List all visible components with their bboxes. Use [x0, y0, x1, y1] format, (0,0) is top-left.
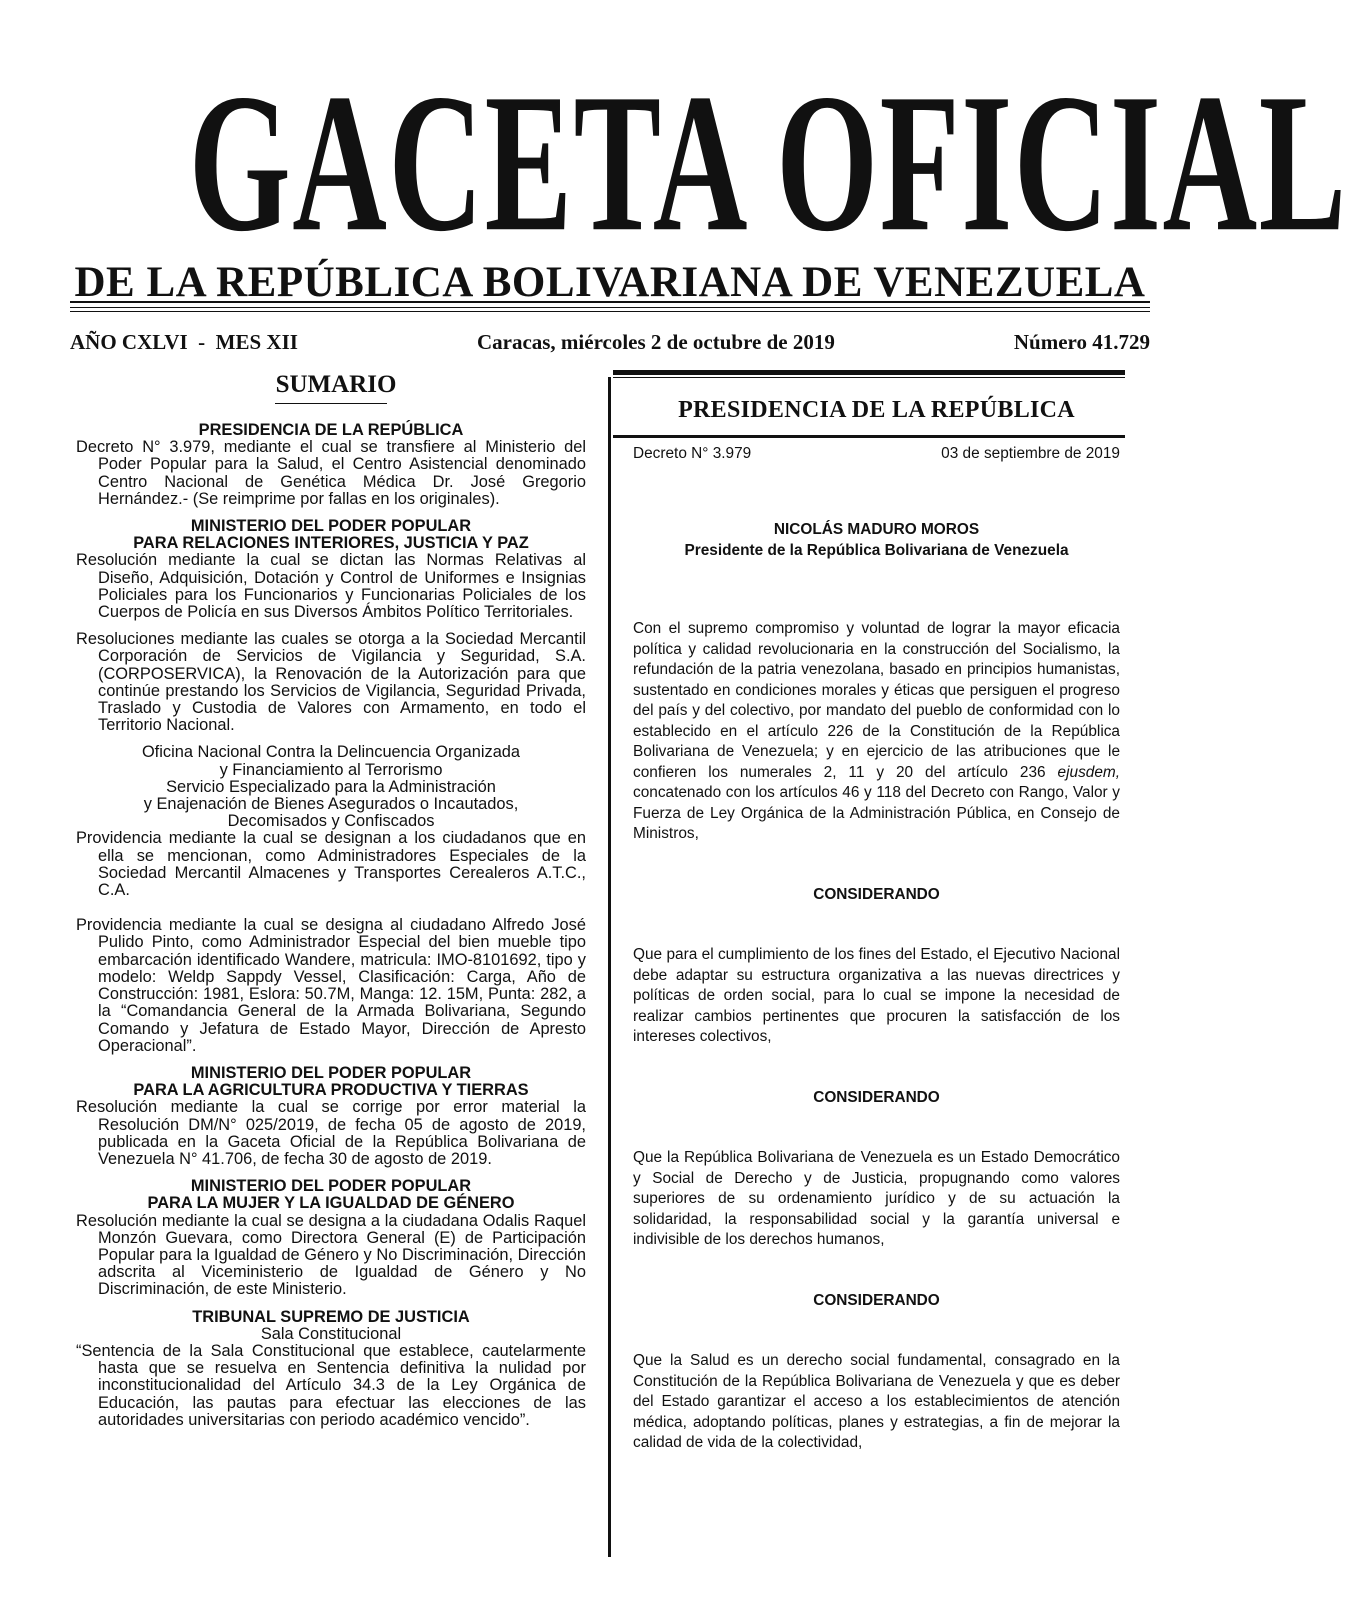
sumario-title: SUMARIO — [275, 371, 397, 398]
considerando-text: Que para el cumplimiento de los fines del Estado, el Ejecutivo Nacional debe adaptar su estructura organizativa a las nuevas directrices y políticas de orden social, para lo cual se impone la necesidad de realizar cambios pertinentes que procuren la satisfacción de los intereses colectivos, — [633, 946, 1120, 1045]
column-top-rule — [613, 370, 1125, 375]
masthead-title: GACETA OFICIAL — [188, 53, 1348, 273]
sumario-entry: Resolución mediante la cual se designa a la ciudadana Odalis Raquel Monzón Guevara, como Directora General (E) de Participación Popular para la Igualdad de Género y No Discriminación, Dirección adscrita al Viceministerio de Igualdad de Género y No Discriminación, de este Ministerio. — [76, 1211, 586, 1299]
sumario-entry: “Sentencia de la Sala Constitucional que establece, cautelarmente hasta que se resuelva en Sentencia definitiva la nulidad por inconstitucionalidad del Artículo 34.3 de la Ley Orgánica de Educación, las pautas para efectuar las elecciones de las autoridades universitarias con periodo académico vencido”. — [76, 1341, 586, 1429]
decree-heading-rule — [613, 435, 1125, 438]
section-heading: PRESIDENCIA DE LA REPÚBLICA — [198, 421, 464, 439]
section-heading: TRIBUNAL SUPREMO DE JUSTICIA — [192, 1307, 470, 1326]
sumario-entry: Resolución mediante la cual se dictan las Normas Relativas al Diseño, Adquisición, Dotación y Control de Uniformes e Insignias Policiales para los Funcionarios y Funcionarias Policiales de los Cuerpos de Policía en sus Diversos Ámbitos Político Territoriales. — [76, 551, 586, 622]
dateline — [70, 330, 1150, 355]
issue-year-month: AÑO CXLVI - MES XII — [70, 330, 298, 354]
decree-number: Decreto N° 3.979 — [633, 444, 752, 462]
section-heading: PARA LA MUJER Y LA IGUALDAD DE GÉNERO — [147, 1194, 515, 1213]
considerando-text: Que la República Bolivariana de Venezuela es un Estado Democrático y Social de Derecho y de Justicia, propugnando como valores superiores de su ordenamiento jurídico y de su actuación la solidaridad, la responsabilidad social y la garantía universal e indivisible de los derechos humanos, — [633, 1149, 1120, 1248]
section-subheading: Sala Constitucional — [260, 1324, 402, 1343]
office-name: Oficina Nacional Contra la Delincuencia Organizada — [141, 743, 521, 762]
column-divider — [608, 377, 611, 1557]
column-top-rule-thin — [613, 377, 1125, 378]
section-heading: MINISTERIO DEL PODER POPULAR — [190, 1063, 472, 1082]
office-name: y Enajenación de Bienes Asegurados o Incautados, — [143, 795, 519, 814]
issue-number: Número 41.729 — [1013, 330, 1150, 354]
header-rule — [70, 301, 1150, 308]
sumario-entry: Decreto N° 3.979, mediante el cual se transfiere al Ministerio del Poder Popular para la Salud, el Centro Asistencial denominado Centro Nacional de Genética Médica Dr. José Gregorio Hernández.- (Se reimprime por fallas en los originales). — [76, 438, 586, 508]
decree-row — [633, 444, 1120, 465]
president-title: Presidente de la República Bolivariana de Venezuela — [684, 541, 1069, 559]
preamble-part: Con el supremo compromiso y voluntad de lograr la mayor eficacia política y calidad revolucionaria en la construcción del Socialismo, la refundación de la patria venezolana, basado en principios humanistas, sustentado en condiciones morales y éticas que persiguen el progreso del país y del colectivo, por mandato del pueblo de conformidad con lo establecido en el artículo 226 de la Constitución de la República Bolivariana de Venezuela; y en ejercicio de las atribuciones que le confieren los numerales 2, 11 y 20 del artículo 236 — [633, 620, 1120, 781]
office-name: Servicio Especializado para la Administración — [166, 777, 496, 796]
considerando-label: CONSIDERANDO — [813, 1088, 940, 1106]
decree-heading: PRESIDENCIA DE LA REPÚBLICA — [678, 397, 1075, 423]
sumario-entry: Resolución mediante la cual se corrige por error material la Resolución DM/N° 025/2019, de fecha 05 de agosto de 2019, publicada en la Gaceta Oficial de la República Bolivariana de Venezuela N° 41.706, de fecha 30 de agosto de 2019. — [76, 1098, 586, 1168]
section-heading: MINISTERIO DEL PODER POPULAR — [190, 517, 472, 536]
preamble-italic: ejusdem, — [1057, 763, 1120, 781]
sumario-column — [76, 372, 586, 1429]
issue-place-date: Caracas, miércoles 2 de octubre de 2019 — [476, 330, 835, 354]
masthead-subtitle: DE LA REPÚBLICA BOLIVARIANA DE VENEZUELA — [74, 259, 1146, 306]
section-heading: PARA LA AGRICULTURA PRODUCTIVA Y TIERRAS — [133, 1081, 529, 1100]
header-rule-thin — [70, 311, 1150, 313]
considerando-label: CONSIDERANDO — [813, 885, 940, 903]
decree-date: 03 de septiembre de 2019 — [941, 444, 1120, 462]
section-heading: MINISTERIO DEL PODER POPULAR — [190, 1177, 472, 1196]
office-name: y Financiamiento al Terrorismo — [219, 760, 443, 779]
president-name: NICOLÁS MADURO MOROS — [773, 521, 980, 538]
office-name: Decomisados y Confiscados — [227, 812, 435, 831]
sumario-entry: Providencia mediante la cual se designan a los ciudadanos que en ella se mencionan, como Administradores Especiales de la Sociedad Mercantil Almacenes y Transportes Cerealeros A.T.C., C.A. — [76, 829, 586, 900]
sumario-entry: Providencia mediante la cual se designa al ciudadano Alfredo José Pulido Pinto, como Administrador Especial del bien mueble tipo embarcación identificado Wandere, matricula: IMO-8101692, tipo y modelo: Weldp Sappdy Vessel, Clasificación: Carga, Año de Construcción: 1981, Eslora: 50.7M, Manga: 12. 15M, Punta: 282, a la “Comandancia General de la Armada Bolivariana, Segundo Comando y Jefatura de Estado Mayor, Dirección de Apresto Operacional”. — [76, 916, 586, 1055]
considerando-label: CONSIDERANDO — [813, 1291, 940, 1309]
considerando-text: Que la Salud es un derecho social fundamental, consagrado en la Constitución de la República Bolivariana de Venezuela y que es deber del Estado garantizar el acceso a los establecimientos de atención médica, adoptando políticas, planes y estrategias, a fin de mejorar la calidad de vida de la colectividad, — [633, 1352, 1120, 1451]
sumario-entry: Resoluciones mediante las cuales se otorga a la Sociedad Mercantil Corporación de Servicios de Vigilancia y Seguridad, S.A. (CORPOSERVICA), la Renovación de la Autorización para que continúe prestando los Servicios de Vigilancia, Seguridad Privada, Traslado y Custodia de Valores con Armamento, en todo el Territorio Nacional. — [76, 630, 586, 735]
decree-column — [633, 370, 1120, 1454]
preamble-part: concatenado con los artículos 46 y 118 del Decreto con Rango, Valor y Fuerza de Ley Orgánica de la Administración Pública, en Consejo de Ministros, — [633, 784, 1120, 842]
masthead — [70, 53, 1348, 306]
preamble — [633, 619, 1120, 845]
section-heading: PARA RELACIONES INTERIORES, JUSTICIA Y PAZ — [133, 534, 529, 553]
